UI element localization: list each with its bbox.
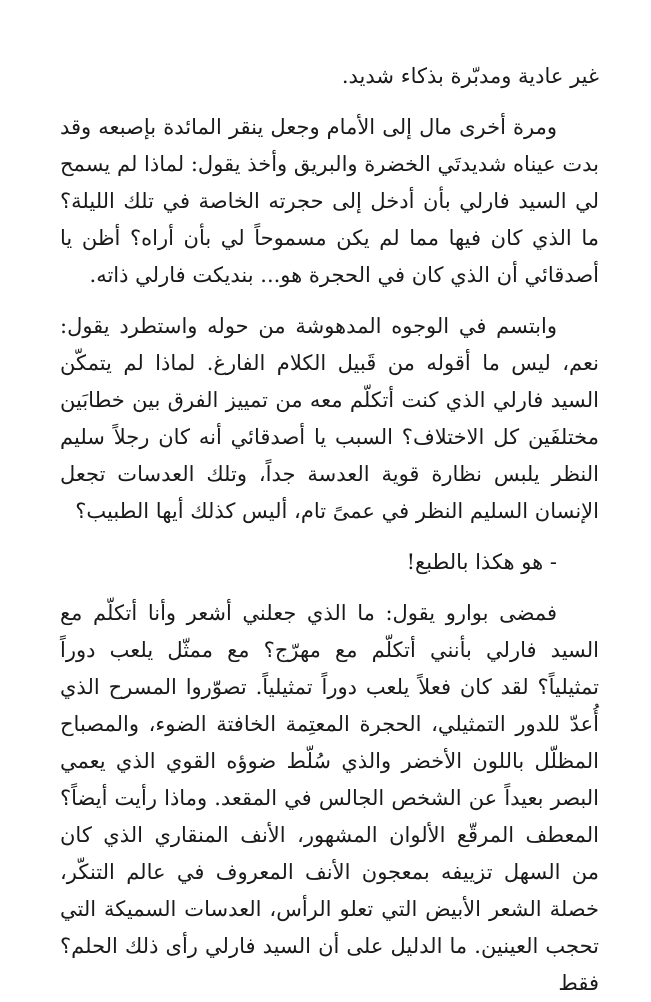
paragraph-continuation: غير عادية ومدبّرة بذكاء شديد.: [341, 64, 599, 88]
paragraph-poirot-leans-forward: ومرة أخرى مال إلى الأمام وجعل ينقر المائدة بإصبعه وقد بدت عيناه شديدتَي الخضرة والبريق وأخذ يقول: لماذا لم يسمح لي السيد فارلي بأن أدخل إلى حجرته الخاصة في تلك الليلة؟ ما الذي كان فيها مما لم يكن مسموحاً لي بأن أراه؟ أظن يا أصدقائي أن الذي كان في الحجرة هو... بنديكت فارلي ذاته.: [60, 115, 599, 287]
paragraph-poirot-continues: فمضى بوارو يقول: ما الذي جعلني أشعر وأنا أتكلّم مع السيد فارلي بأنني أتكلّم مع مهرّج؟ مع ممثّل يلعب دوراً تمثيلياً؟ لقد كان فعلاً يلعب دوراً تمثيلياً. تصوّروا المسرح الذي أُعدّ للدور التمثيلي، الحجرة المعتِمة الخافتة الضوء، والمصباح المظلّل باللون الأخضر والذي سُلّط ضوؤه القوي الذي يعمي البصر بعيداً عن الشخص الجالس في المقعد. وماذا رأيت أيضاً؟ المعطف المرقّع الألوان المشهور، الأنف المنقاري الذي كان من السهل تزييفه بمعجون الأنف المعروف في عالم التنكّر، خصلة الشعر الأبيض التي تعلو الرأس، العدسات السميكة التي تحجب العينين. ما الدليل على أن السيد فارلي رأى ذلك الحلم؟ فقط: [60, 601, 599, 995]
paragraph-poirot-smiles: وابتسم في الوجوه المدهوشة من حوله واستطرد يقول: نعم، ليس ما أقوله من قَبيل الكلام الفارغ. لماذا لم يتمكّن السيد فارلي الذي كنت أتكلّم معه من تمييز الفرق بين خطابَين مختلفَين كل الاختلاف؟ السبب يا أصدقائي أنه كان رجلاً سليم النظر يلبس نظارة قوية العدسة جداً، وتلك العدسات تجعل الإنسان السليم النظر في عمىً تام، أليس كذلك أيها الطبيب؟: [60, 314, 599, 523]
paragraph-doctor-reply: - هو هكذا بالطبع!: [406, 550, 557, 574]
